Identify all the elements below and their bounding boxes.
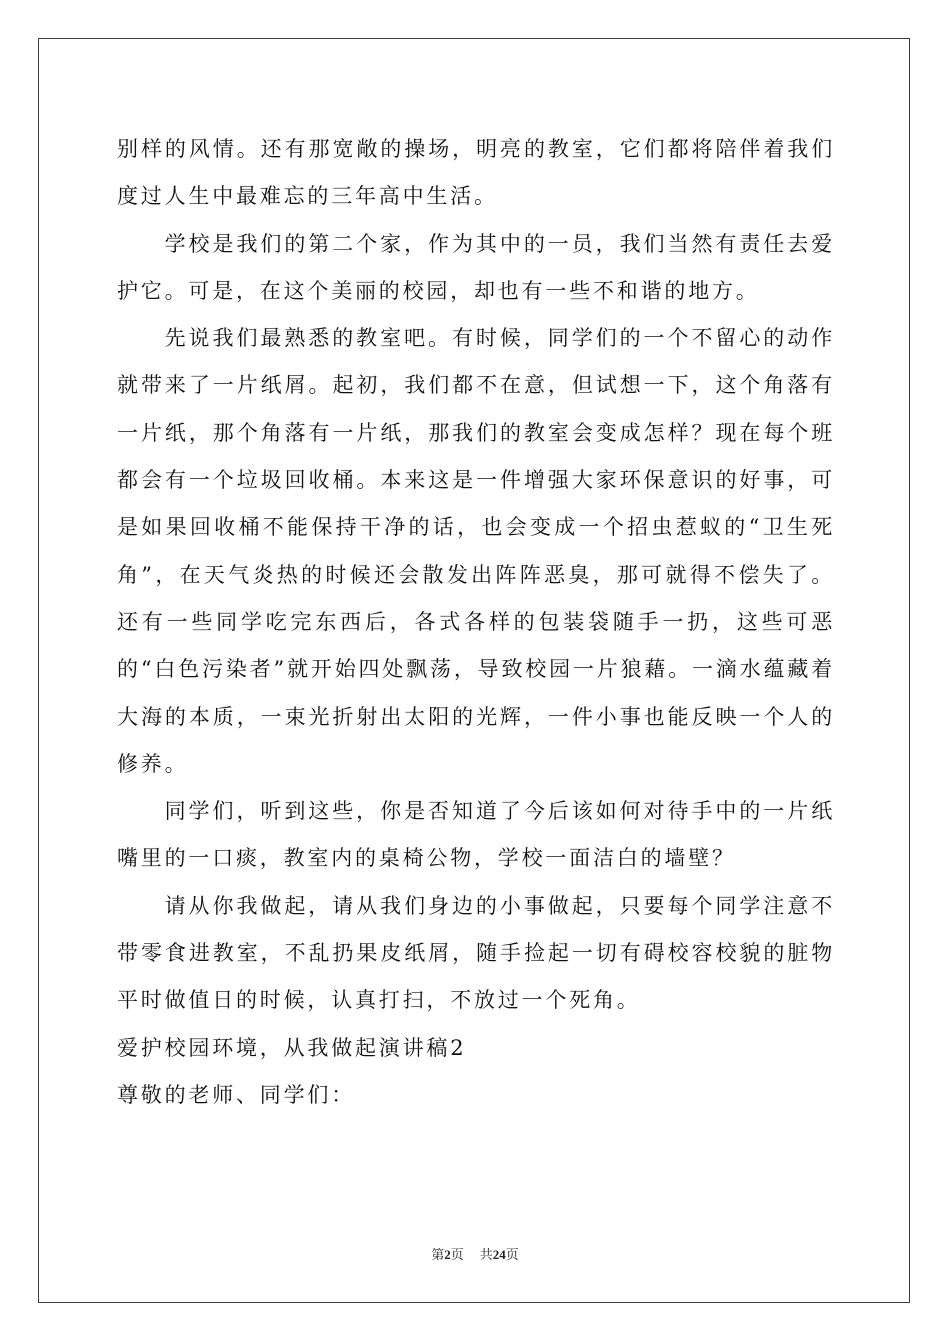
total-page-count: 24 (492, 1247, 506, 1262)
total-label-suffix: 页 (505, 1248, 519, 1263)
paragraph-classroom-litter: 先说我们最熟悉的教室吧。有时候，同学们的一个不留心的动作就带来了一片纸屑。起初，我们都不在意，但试想一下，这个角落有一片纸，那个角落有一片纸，那我们的教室会变成怎样？现在每个班都会有一个垃圾回收桶。本来这是一件增强大家环保意识的好事，可是如果回收桶不能保持干净的话，也会变成一个招虫惹蚁的“卫生死角”，在天气炎热的时候还会散发出阵阵恶臭，那可就得不偿失了。还有一些同学吃完东西后，各式各样的包装袋随手一扔，这些可恶的“白色污染者”就开始四处飘荡，导致校园一片狼藉。一滴水蕴藏着大海的本质，一束光折射出太阳的光辉，一件小事也能反映一个人的修养。 (117, 326, 835, 776)
document-body (117, 126, 835, 1119)
paragraph-school-home: 学校是我们的第二个家，作为其中的一员，我们当然有责任去爱护它。可是，在这个美丽的校园，却也有一些不和谐的地方。 (117, 231, 835, 303)
paragraph-call-to-action: 请从你我做起，请从我们身边的小事做起，只要每个同学注意不带零食进教室，不乱扔果皮纸屑，随手捡起一切有碍校容校貌的脏物平时做值日的时候，认真打扫，不放过一个死角。 (117, 893, 835, 1013)
salutation: 尊敬的老师、同学们： (117, 1082, 355, 1107)
paragraph-continuation: 别样的风情。还有那宽敞的操场，明亮的教室，它们都将陪伴着我们度过人生中最难忘的三年高中生活。 (117, 137, 835, 209)
page-label-suffix: 页 (450, 1248, 464, 1263)
total-label-prefix: 共 (479, 1248, 493, 1263)
section-title: 爱护校园环境，从我做起演讲稿2 (117, 1035, 467, 1060)
current-page-number: 2 (444, 1247, 451, 1262)
page-label-prefix: 第 (431, 1248, 445, 1263)
page-footer (0, 1244, 950, 1263)
paragraph-question: 同学们，听到这些，你是否知道了今后该如何对待手中的一片纸嘴里的一口痰，教室内的桌椅公物，学校一面洁白的墙壁？ (117, 799, 835, 871)
